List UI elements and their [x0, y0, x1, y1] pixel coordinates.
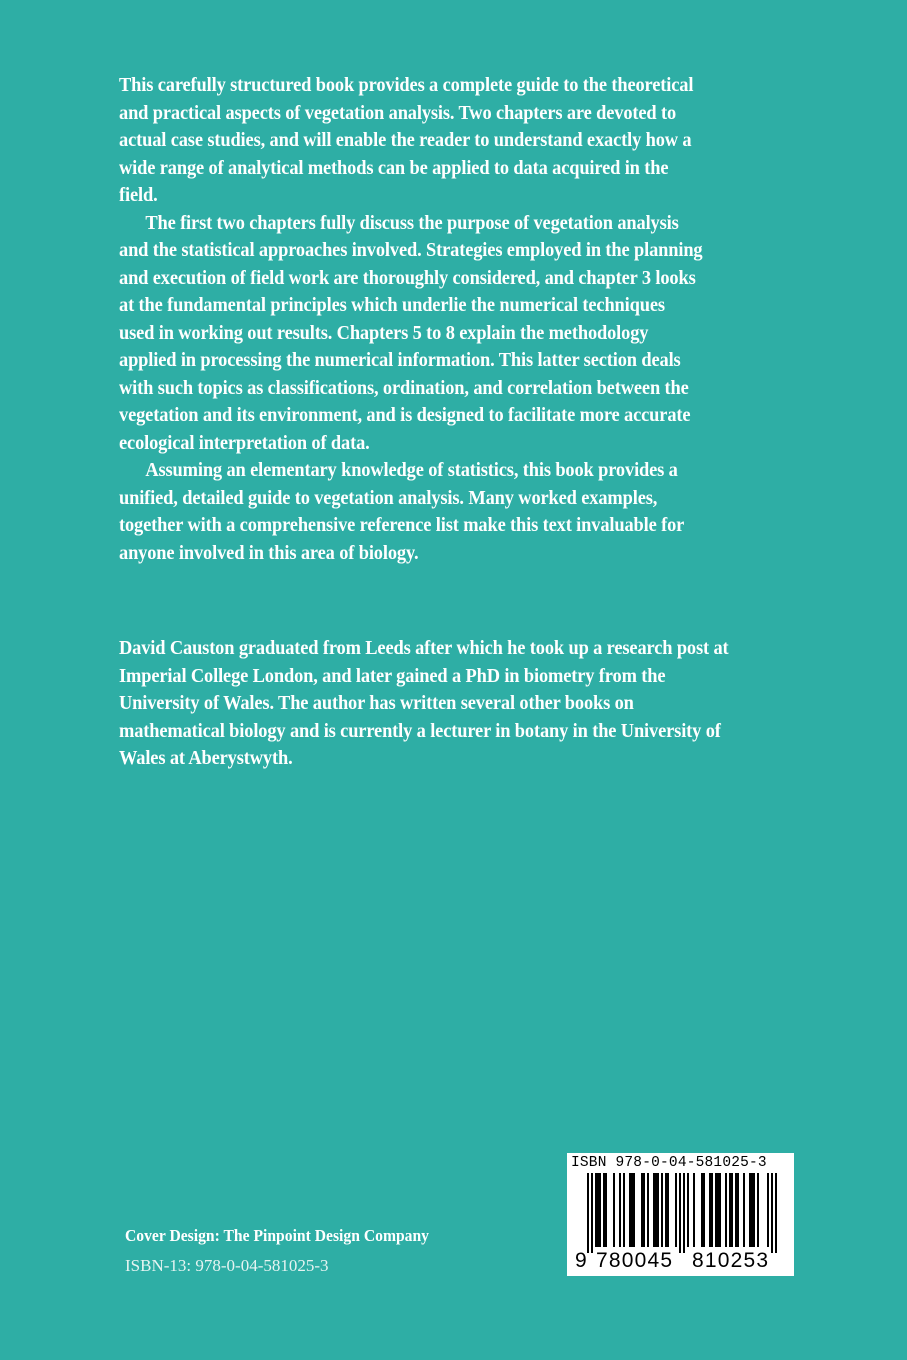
- barcode-bar: [753, 1173, 755, 1247]
- barcode-guard-bar: [679, 1173, 681, 1253]
- barcode-left-digits: 780045: [596, 1249, 674, 1272]
- barcode-guard-bar: [587, 1173, 589, 1253]
- barcode-bar: [595, 1173, 597, 1247]
- barcode-bar: [701, 1173, 703, 1247]
- barcode-bar: [631, 1173, 633, 1247]
- barcode-bar: [749, 1173, 751, 1247]
- blurb-paragraph-2: The first two chapters fully discuss the purpose of vegetation analysis and the statistical approaches involved. Strategies employed in the planning and execution of field work are thoroughly considered, and chapter 3 looks at the fundamental principles which underlie the numerical techniques used in working out results. Chapters 5 to 8 explain the methodology applied in processing the numerical information. This latter section deals with such topics as classifications, ordination, and correlation between the vegetation and its environment, and is designed to facilitate more accurate ecological interpretation of data.: [119, 212, 703, 454]
- barcode-bar: [603, 1173, 605, 1247]
- barcode-guard-bar: [683, 1173, 685, 1253]
- author-bio: [119, 635, 730, 773]
- barcode: [567, 1153, 794, 1276]
- barcode-bar: [623, 1173, 625, 1247]
- barcode-bar: [629, 1173, 631, 1247]
- barcode-bar: [719, 1173, 721, 1247]
- barcode-bar: [667, 1173, 669, 1247]
- barcode-guard-bar: [775, 1173, 777, 1253]
- isbn13-text: ISBN-13: 978-0-04-581025-3: [125, 1256, 329, 1275]
- barcode-bar: [643, 1173, 645, 1247]
- barcode-bar: [711, 1173, 713, 1247]
- barcode-bar: [729, 1173, 731, 1247]
- barcode-bar: [703, 1173, 705, 1247]
- book-blurb: [119, 72, 704, 567]
- author-bio-text: David Causton graduated from Leeds after which he took up a research post at Imperial College London, and later gained a PhD in biometry from the University of Wales. The author has written several other books on mathematical biology and is currently a lecturer in botany in the University of Wales at Aberystwyth.: [119, 638, 729, 769]
- barcode-right-digits: 810253: [692, 1249, 770, 1272]
- barcode-bars: [567, 1173, 794, 1253]
- barcode-bar: [599, 1173, 601, 1247]
- barcode-bar: [619, 1173, 621, 1247]
- barcode-bar: [633, 1173, 635, 1247]
- barcode-bar: [687, 1173, 689, 1247]
- barcode-bar: [767, 1173, 769, 1247]
- barcode-bar: [731, 1173, 733, 1247]
- barcode-guard-bar: [591, 1173, 593, 1253]
- barcode-bar: [597, 1173, 599, 1247]
- barcode-bar: [751, 1173, 753, 1247]
- barcode-bar: [647, 1173, 649, 1247]
- barcode-lead-digit: 9: [575, 1249, 588, 1272]
- blurb-paragraph-3: Assuming an elementary knowledge of statistics, this book provides a unified, detailed guide to vegetation analysis. Many worked examples, together with a comprehensive reference list make this text invaluable for anyone involved in this area of biology.: [119, 460, 684, 564]
- barcode-bar: [657, 1173, 659, 1247]
- barcode-bar: [693, 1173, 695, 1247]
- barcode-bar: [709, 1173, 711, 1247]
- barcode-bar: [661, 1173, 663, 1247]
- barcode-bar: [605, 1173, 607, 1247]
- barcode-bar: [757, 1173, 759, 1247]
- barcode-bar: [641, 1173, 643, 1247]
- barcode-bar: [665, 1173, 667, 1247]
- barcode-bar: [613, 1173, 615, 1247]
- barcode-isbn-label: ISBN 978-0-04-581025-3: [571, 1155, 767, 1171]
- barcode-bar: [725, 1173, 727, 1247]
- barcode-bar: [675, 1173, 677, 1247]
- barcode-bar: [735, 1173, 737, 1247]
- barcode-bar: [653, 1173, 655, 1247]
- cover-design-credit: Cover Design: The Pinpoint Design Company: [125, 1226, 430, 1245]
- credits: [125, 1225, 545, 1277]
- barcode-bar: [717, 1173, 719, 1247]
- barcode-bar: [737, 1173, 739, 1247]
- blurb-paragraph-1: This carefully structured book provides a complete guide to the theoretical and practical aspects of vegetation analysis. Two chapters are devoted to actual case studies, and will enable the reader to understand exactly how a wide range of analytical methods can be applied to data acquired in the field.: [119, 75, 694, 206]
- barcode-bar: [743, 1173, 745, 1247]
- barcode-bar: [655, 1173, 657, 1247]
- barcode-bar: [715, 1173, 717, 1247]
- barcode-guard-bar: [771, 1173, 773, 1253]
